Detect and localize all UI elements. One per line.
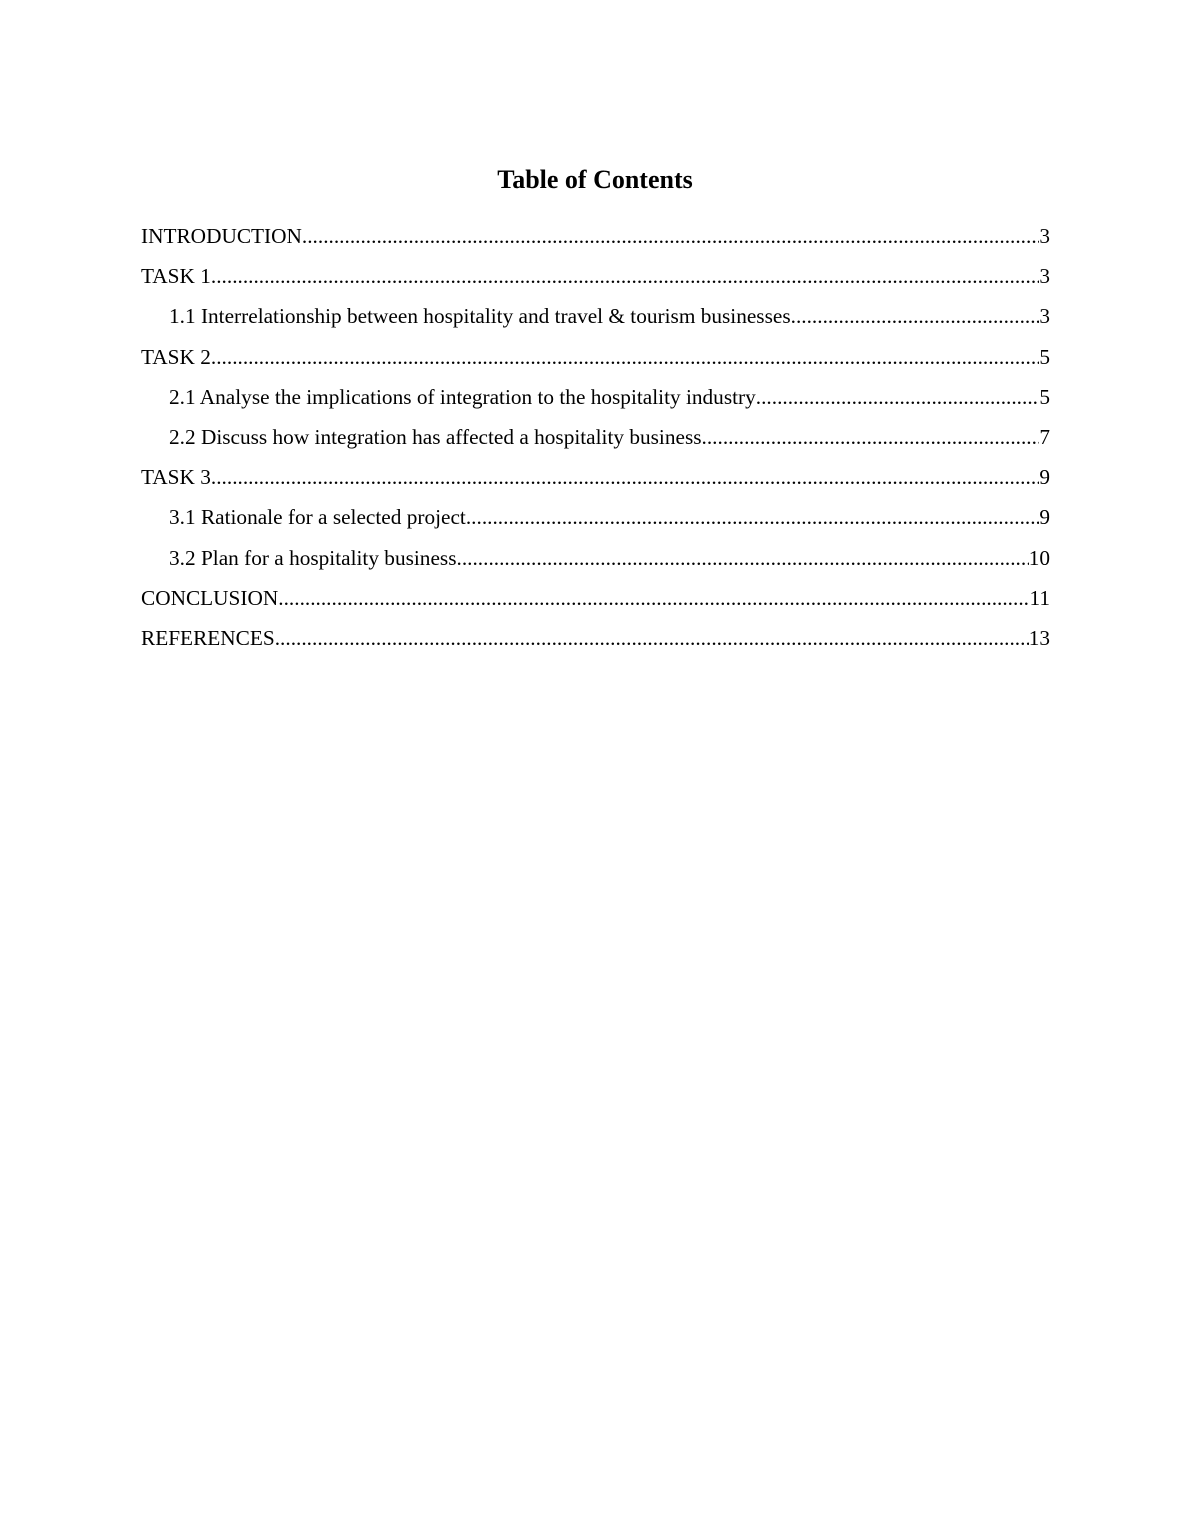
toc-page-number: 11 [1029,585,1050,610]
toc-entry-3-1[interactable] [141,497,1050,537]
toc-dot-leader [278,578,1029,618]
toc-entry-task-2[interactable] [141,337,1050,377]
toc-entry-2-2[interactable] [141,417,1050,457]
toc-page-number: 10 [1028,545,1050,570]
toc-entry-label: 2.1 Analyse the implications of integration to the hospitality industry [169,384,756,409]
toc-dot-leader [466,497,1039,537]
toc-entry-label: REFERENCES [141,625,275,650]
toc-dot-leader [275,618,1029,658]
toc-page-number: 9 [1039,505,1050,530]
toc-entry-references[interactable] [141,618,1050,658]
toc-entry-task-3[interactable] [141,457,1050,497]
toc-dot-leader [211,457,1039,497]
toc-page-number: 7 [1039,424,1050,449]
toc-dot-leader [302,216,1039,256]
toc-list [141,216,1050,658]
toc-entry-conclusion[interactable] [141,578,1050,618]
toc-page-number: 3 [1039,264,1050,289]
toc-entry-task-1[interactable] [141,256,1050,296]
toc-page-number: 5 [1039,384,1050,409]
toc-page-number: 13 [1028,625,1050,650]
toc-page-number: 5 [1039,344,1050,369]
toc-entry-label: 1.1 Interrelationship between hospitality and travel & tourism businesses [169,304,791,329]
toc-dot-leader [457,538,1029,578]
toc-page-number: 9 [1039,465,1050,490]
toc-entry-label: 3.1 Rationale for a selected project [169,505,466,530]
toc-dot-leader [791,296,1040,336]
toc-dot-leader [702,417,1040,457]
toc-page-number: 3 [1039,304,1050,329]
toc-dot-leader [211,337,1039,377]
toc-dot-leader [211,256,1039,296]
toc-entry-label: TASK 1 [141,264,211,289]
toc-entry-label: INTRODUCTION [141,224,302,248]
toc-entry-label: TASK 2 [141,344,211,369]
toc-entry-1-1[interactable] [141,296,1050,336]
toc-entry-3-2[interactable] [141,538,1050,578]
toc-dot-leader [756,377,1040,417]
toc-entry-label: CONCLUSION [141,585,279,610]
toc-entry-2-1[interactable] [141,377,1050,417]
toc-entry-label: 3.2 Plan for a hospitality business [169,545,457,570]
toc-title: Table of Contents [497,165,693,194]
toc-entry-introduction[interactable] [141,216,1050,256]
toc-page-number: 3 [1039,224,1050,248]
toc-entry-label: 2.2 Discuss how integration has affected a hospitality business [169,424,702,449]
toc-entry-label: TASK 3 [141,465,211,490]
